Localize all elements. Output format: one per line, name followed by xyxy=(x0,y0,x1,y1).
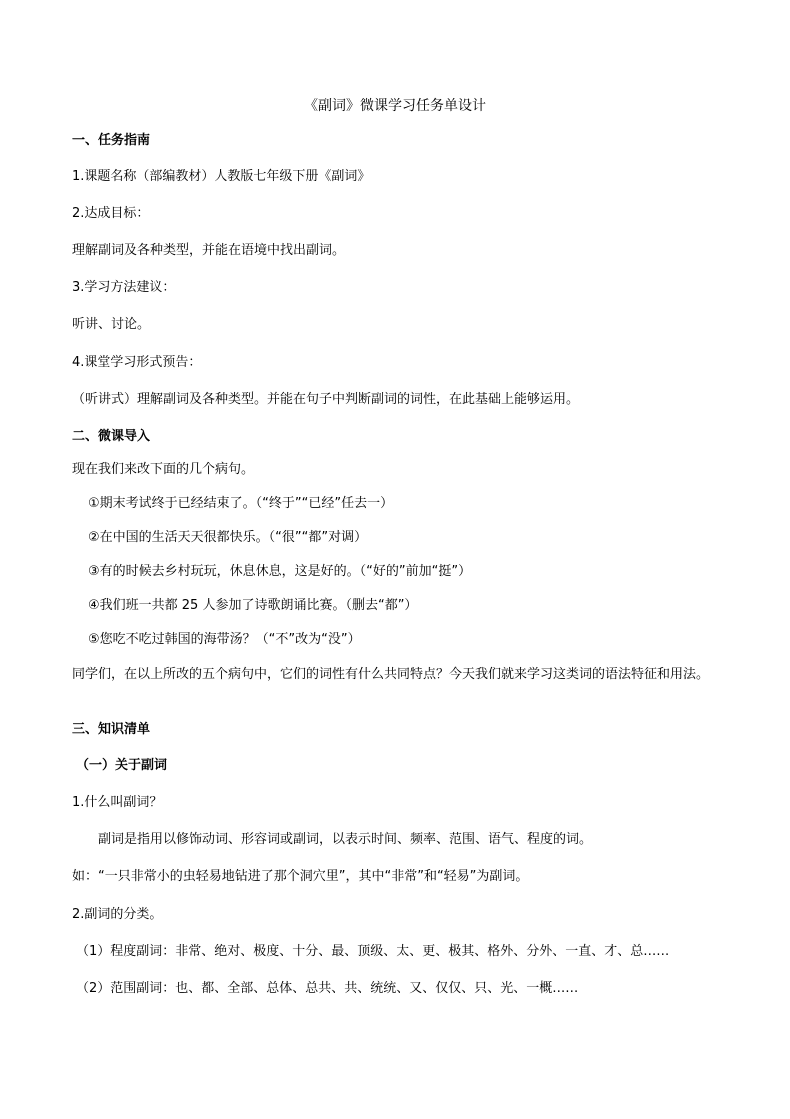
sentence-item: ②在中国的生活天天很都快乐。（“很”“都”对调） xyxy=(88,530,368,545)
document-title: 《副词》微课学习任务单设计 xyxy=(304,98,486,114)
section-heading-micro-intro: 二、微课导入 xyxy=(72,429,151,444)
category-degree-adverbs: （1）程度副词：非常、绝对、极度、十分、最、顶级、太、更、极其、格外、分外、一直、才、总…… xyxy=(76,944,670,959)
category-scope-adverbs: （2）范围副词：也、都、全部、总体、总共、共、统统、又、仅仅、只、光、一概…… xyxy=(76,981,579,996)
adverb-definition: 副词是指用以修饰动词、形容词或副词，以表示时间、频率、范围、语气、程度的词。 xyxy=(98,832,593,847)
sentence-item: ④我们班一共都 25 人参加了诗歌朗诵比赛。（删去“都”） xyxy=(88,598,418,613)
sentence-item: ①期末考试终于已经结束了。（“终于”“已经”任去一） xyxy=(88,496,394,511)
question-what-is-adverb: 1.什么叫副词？ xyxy=(72,795,163,810)
form-text: （听讲式）理解副词及各种类型。并能在句子中判断副词的词性，在此基础上能够运用。 xyxy=(72,392,580,407)
section-heading-task-guide: 一、任务指南 xyxy=(72,133,151,148)
course-name: 1.课题名称（部编教材）人教版七年级下册《副词》 xyxy=(72,169,371,184)
sentence-item: ③有的时候去乡村玩玩，休息休息，这是好的。（“好的”前加“挺”） xyxy=(88,564,472,579)
goal-text: 理解副词及各种类型，并能在语境中找出副词。 xyxy=(72,243,346,258)
section-heading-knowledge: 三、知识清单 xyxy=(72,722,151,737)
goal-label: 2.达成目标： xyxy=(72,206,150,221)
intro-text: 现在我们来改下面的几个病句。 xyxy=(72,462,255,477)
sentence-item: ⑤您吃不吃过韩国的海带汤？（“不”改为“没”） xyxy=(88,632,361,647)
intro-summary: 同学们，在以上所改的五个病句中，它们的词性有什么共同特点？今天我们就来学习这类词的语法特征和用法。 xyxy=(72,667,710,682)
method-text: 听讲、讨论。 xyxy=(72,317,151,332)
method-label: 3.学习方法建议： xyxy=(72,280,176,295)
question-classification: 2.副词的分类。 xyxy=(72,907,163,922)
form-label: 4.课堂学习形式预告： xyxy=(72,355,202,370)
subheading-about-adverbs: （一）关于副词 xyxy=(76,758,168,773)
adverb-example: 如：“一只非常小的虫轻易地钻进了那个洞穴里”，其中“非常”和“轻易”为副词。 xyxy=(72,869,529,884)
